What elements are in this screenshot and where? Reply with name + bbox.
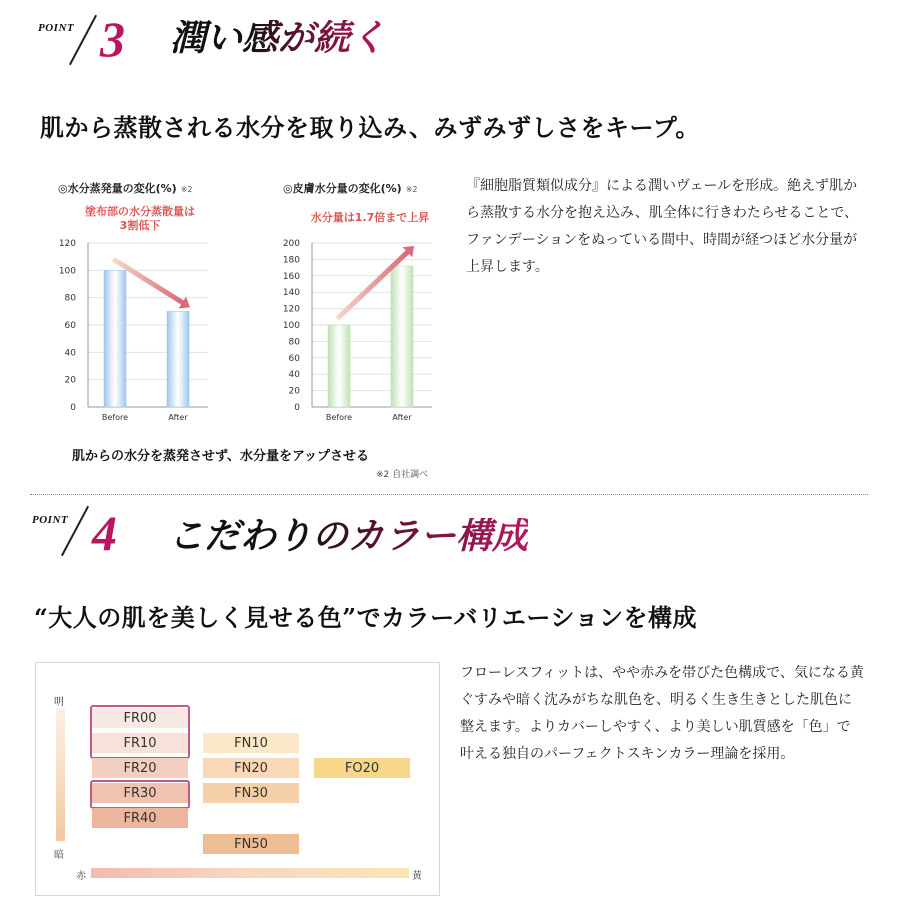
axis-light-label: 明 <box>54 697 64 708</box>
chart2-callout: 水分量は1.7倍まで上昇 <box>310 211 430 224</box>
chart2-xtick-label: After <box>392 413 412 422</box>
chart1-ytick-label: 40 <box>64 348 76 359</box>
chart-evaporation <box>48 235 218 430</box>
axis-dark-label: 暗 <box>54 850 64 861</box>
chart1-xtick-label: After <box>168 413 188 422</box>
chart2-ytick-label: 20 <box>288 386 300 397</box>
swatch-fn30[interactable]: FN30 <box>203 783 299 803</box>
swatch-fn20[interactable]: FN20 <box>203 758 299 778</box>
chart1-ytick-label: 20 <box>64 375 76 386</box>
swatch-fn50[interactable]: FN50 <box>203 834 299 854</box>
chart2-ytick-label: 40 <box>288 370 300 381</box>
axis-red-label: 赤 <box>76 871 86 882</box>
axis-yellow-label: 黄 <box>412 871 422 882</box>
hue-axis <box>91 868 409 878</box>
chart1-ytick-label: 60 <box>64 321 76 331</box>
chart1-ytick-label: 80 <box>64 293 76 304</box>
chart1-xtick-label: Before <box>101 413 129 422</box>
point3-title: 潤い感が続く <box>170 17 387 59</box>
chart2-ytick-label: 60 <box>288 353 300 364</box>
swatch-fr30[interactable]: FR30 <box>92 783 188 803</box>
chart1-callout: 塗布部の水分蒸散量は 3割低下 <box>85 205 195 232</box>
point4-label: POINT <box>32 514 69 526</box>
chart2-xtick-label: Before <box>325 413 353 422</box>
chart1-ytick-label: 100 <box>58 266 76 277</box>
source-note: ※2 自社調べ <box>376 470 429 480</box>
swatch-fn10[interactable]: FN10 <box>203 733 299 753</box>
brightness-axis <box>56 709 65 841</box>
point3-body: 『細胞脂質類似成分』による潤いヴェールを形成。絶えず肌から蒸散する水分を抱え込み、肌全体に行きわたらせることで、ファンデーションをぬっている間中、時間が経つほど水分量が上昇します。 <box>466 178 859 275</box>
point3-label: POINT <box>38 22 75 34</box>
swatch-fr00[interactable]: FR00 <box>92 708 188 728</box>
chart2-ytick-label: 0 <box>294 403 300 413</box>
swatch-fr40[interactable]: FR40 <box>92 808 188 828</box>
chart1-ytick-label: 120 <box>58 239 76 249</box>
point4-headline: “大人の肌を美しく見せる色”でカラーバリエーションを構成 <box>34 603 697 632</box>
chart1-ytick-label: 0 <box>70 403 76 413</box>
chart1-title: ◎水分蒸発量の変化(%) ※2 <box>58 182 193 195</box>
chart2-ytick-label: 100 <box>282 321 300 331</box>
point4-number: 4 <box>92 505 117 561</box>
point4-body: フローレスフィットは、やや赤みを帯びた色構成で、気になる黄ぐすみや暗く沈みがちな肌色を、明るく生き生きとした肌色に整えます。よりカバーしやすく、より美しい肌質感を「色」で叶える独自のパーフェクトスキンカラー理論を採用。 <box>460 665 864 762</box>
chart2-title: ◎皮膚水分量の変化(%) ※2 <box>283 182 418 195</box>
chart1-bar-before <box>104 270 126 407</box>
chart2-ytick-label: 200 <box>282 239 300 249</box>
chart2-ytick-label: 120 <box>282 304 300 315</box>
swatch-fr20[interactable]: FR20 <box>92 758 188 778</box>
chart2-ytick-label: 140 <box>282 288 300 299</box>
chart2-bar-before <box>328 325 350 407</box>
chart2-ytick-label: 180 <box>282 255 300 266</box>
point3-headline: 肌から蒸散される水分を取り込み、みずみずしさをキープ。 <box>40 113 700 142</box>
point3-number: 3 <box>100 11 125 67</box>
chart2-bar-after <box>391 266 413 407</box>
chart2-ytick-label: 160 <box>282 271 300 282</box>
chart-caption: 肌からの水分を蒸発させず、水分量をアップさせる <box>72 449 370 464</box>
chart1-bar-after <box>167 311 189 407</box>
swatch-fr10[interactable]: FR10 <box>92 733 188 753</box>
swatch-fo20[interactable]: FO20 <box>314 758 410 778</box>
color-chart <box>35 662 440 896</box>
chart-moisture <box>272 235 442 430</box>
section-divider <box>30 494 868 495</box>
chart2-ytick-label: 80 <box>288 337 300 348</box>
point4-title: こだわりのカラー構成 <box>168 515 529 557</box>
